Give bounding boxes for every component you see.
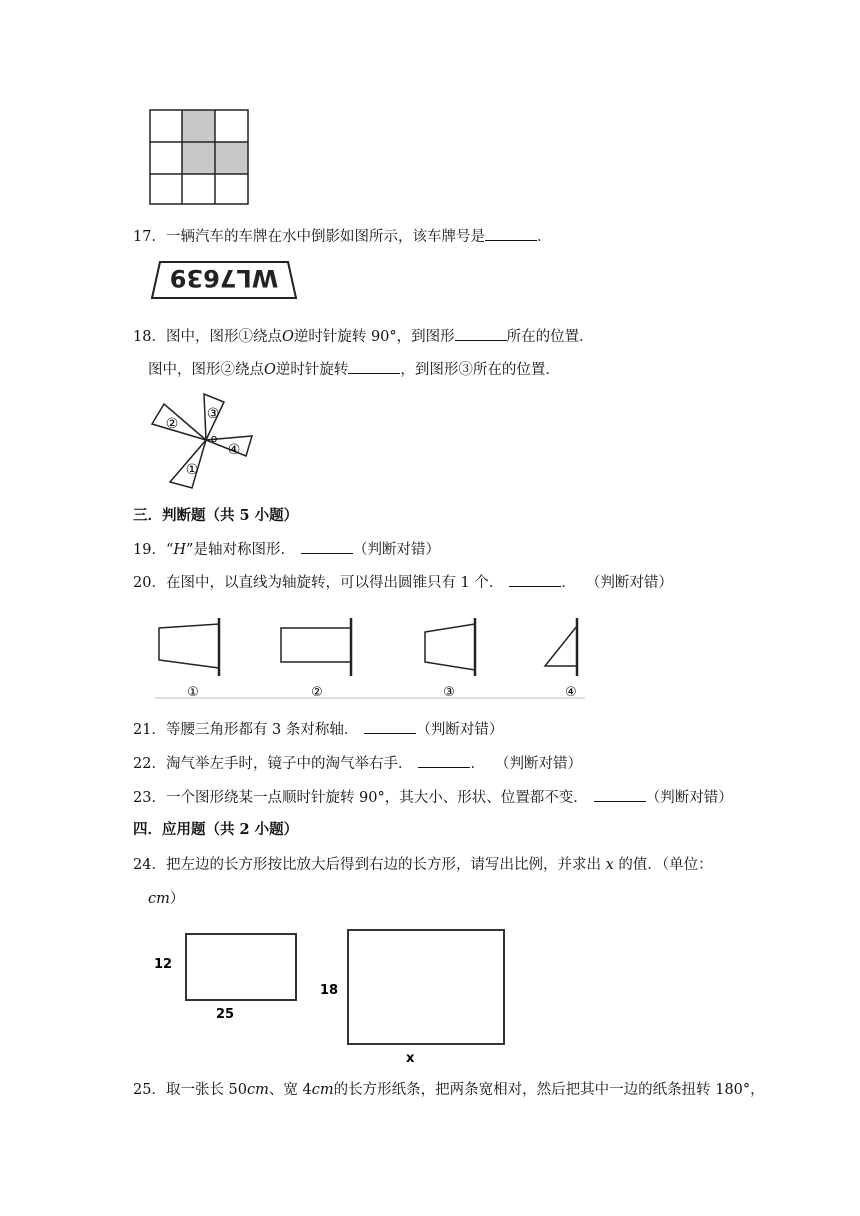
question-23: 23．一个图形绕某一点顺时针旋转 90°，其大小、形状、位置都不变． （判断对错）: [133, 787, 733, 808]
section-3-heading: 三．判断题（共 5 小题）: [133, 507, 299, 524]
shape-label-2: ②: [311, 685, 323, 700]
small-rectangle-width: 25: [216, 1007, 235, 1022]
question-22: 22．淘气举左手时，镜子中的淘气举右手． ． （判断对错）: [133, 753, 582, 774]
question-24-line-2: cm）: [148, 891, 185, 907]
rotation-figure: [148, 390, 258, 496]
question-number: 23．: [133, 790, 166, 806]
rectangles-figure: [148, 916, 528, 1066]
answer-blank: [485, 226, 537, 241]
answer-blank: [418, 753, 470, 768]
question-18-line-2: 图中，图形②绕点O逆时针旋转 ，到图形③所在的位置．: [148, 359, 560, 380]
answer-blank: [364, 719, 416, 734]
answer-blank: [509, 572, 561, 587]
question-number: 24．: [133, 857, 166, 873]
answer-blank: [301, 539, 353, 554]
grid-shaded-cell: [215, 142, 248, 174]
question-number: 19．: [133, 542, 166, 558]
question-21: 21．等腰三角形都有 3 条对称轴． （判断对错）: [133, 719, 503, 740]
shape-label-1: ①: [187, 685, 199, 700]
shape-label-3: ③: [443, 685, 455, 700]
small-rectangle: [186, 934, 296, 1000]
grid-shaded-cell: [182, 110, 215, 142]
shape-label-3: ③: [206, 406, 220, 422]
grid-figure: [148, 108, 250, 206]
shape-label-4: ④: [227, 442, 241, 458]
question-number: 18．: [133, 329, 166, 345]
question-17: 17．一辆汽车的车牌在水中倒影如图所示，该车牌号是 ．: [133, 226, 551, 247]
large-rectangle: [348, 930, 504, 1044]
shape-label-1: ①: [185, 462, 199, 478]
answer-blank: [594, 787, 646, 802]
plate-text: WL7639: [169, 264, 279, 292]
small-rectangle-height: 12: [154, 957, 173, 972]
question-number: 21．: [133, 722, 166, 738]
rotation-shapes-figure: [155, 618, 595, 702]
license-plate-reflection: [150, 258, 300, 306]
center-label-o: o: [210, 432, 218, 445]
question-24-line-1: 24．把左边的长方形按比放大后得到右边的长方形，请写出比例，并求出 x 的值．（单位：: [133, 857, 713, 873]
large-rectangle-height: 18: [320, 983, 339, 998]
question-25: 25．取一张长 50cm、宽 4cm的长方形纸条，把两条宽相对，然后把其中一边的纸条扭转 180°，: [133, 1082, 765, 1098]
question-20: 20．在图中，以直线为轴旋转，可以得出圆锥只有 1 个． ． （判断对错）: [133, 572, 673, 593]
answer-blank: [348, 359, 400, 374]
shape-label-4: ④: [565, 685, 577, 700]
question-number: 20．: [133, 575, 166, 591]
section-4-heading: 四．应用题（共 2 小题）: [133, 821, 299, 838]
question-number: 22．: [133, 756, 166, 772]
question-number: 25．: [133, 1082, 166, 1098]
answer-blank: [455, 326, 507, 341]
grid-shaded-cell: [182, 142, 215, 174]
shape-label-2: ②: [165, 416, 179, 432]
question-18-line-1: 18．图中，图形①绕点O逆时针旋转 90°，到图形 所在的位置．: [133, 326, 594, 347]
question-19: 19．“H”是轴对称图形． （判断对错）: [133, 539, 440, 560]
large-rectangle-width: x: [406, 1051, 415, 1066]
question-number: 17．: [133, 229, 166, 245]
